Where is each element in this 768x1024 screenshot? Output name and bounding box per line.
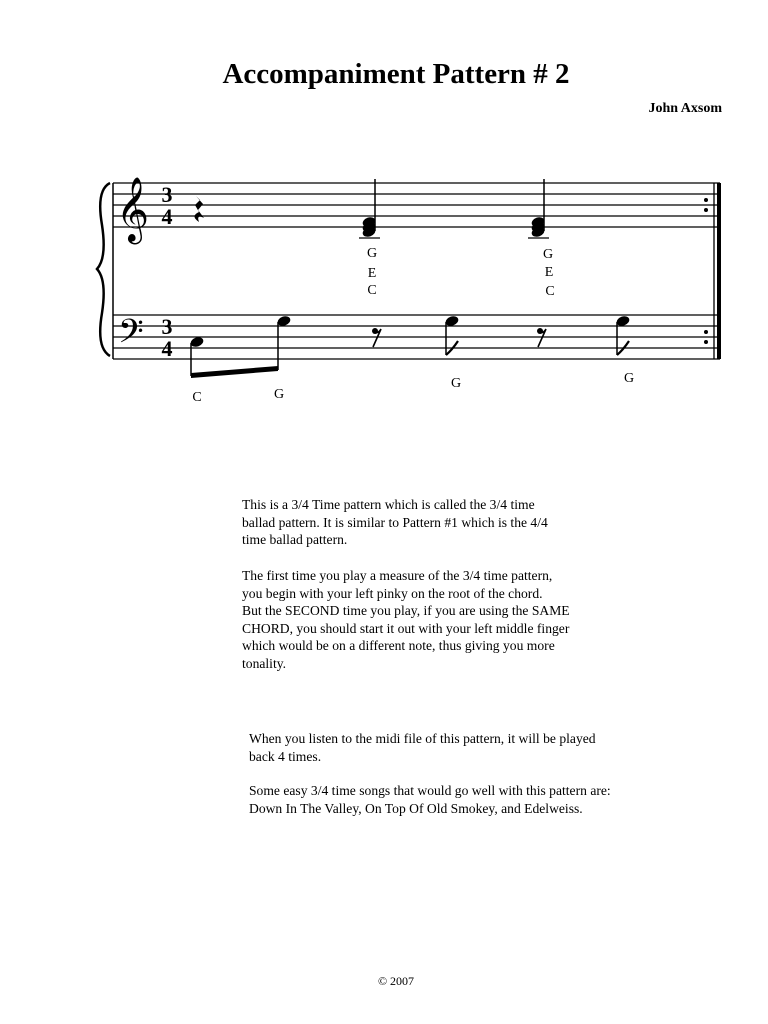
chord-1-middle-label: E <box>367 266 377 281</box>
treble-time-top: 3 <box>161 182 173 207</box>
treble-chord-1 <box>359 179 380 238</box>
bass-note-label-2: G <box>273 387 285 402</box>
grand-staff-brace <box>97 183 110 356</box>
paragraph-intro: This is a 3/4 Time pattern which is called the 3/4 time ballad pattern. It is similar to Pattern #1 which is the 4/4 time ballad pattern. <box>242 497 548 547</box>
bass-beamed-eighths <box>189 315 291 378</box>
paragraph-songs: Some easy 3/4 time songs that would go well with this pattern are: Down In The Valley, On Top Of Old Smokey, and Edelweiss. <box>249 783 611 816</box>
chord-2-top-label: G <box>542 247 554 262</box>
bass-time-bottom: 4 <box>161 336 173 361</box>
chord-2-middle-label: E <box>544 265 554 280</box>
chord-1-top-label: G <box>366 246 378 261</box>
page-title: Accompaniment Pattern # 2 <box>222 58 570 90</box>
bass-time-top: 3 <box>161 314 173 339</box>
bass-note-label-1: C <box>192 390 202 405</box>
composer-name: John Axsom <box>648 101 722 116</box>
chord-1-bottom-label: C <box>367 283 377 298</box>
bass-note-label-3: G <box>450 376 462 391</box>
bass-eighth-note-2 <box>615 315 630 355</box>
bass-clef-icon: 𝄢 <box>118 313 144 359</box>
bass-note-label-4: G <box>623 371 635 386</box>
bass-eighth-note-1 <box>444 315 459 355</box>
treble-time-bottom: 4 <box>161 204 173 229</box>
end-repeat-barline <box>704 183 721 359</box>
paragraph-instructions: The first time you play a measure of the 3/4 time pattern, you begin with your left pinky on the root of the chord. But the SECOND time you play, if you are using the SAME CHORD, you should start it out with your left middle finger which would be on a different note, thus giving you more tonality. <box>242 568 570 671</box>
chord-2-bottom-label: C <box>545 284 555 299</box>
treble-staff <box>113 183 720 227</box>
treble-clef-icon: 𝄞 <box>116 177 150 242</box>
treble-chord-2 <box>528 179 549 238</box>
music-score <box>0 0 768 440</box>
bass-staff <box>113 315 720 359</box>
quarter-rest-icon <box>195 196 205 222</box>
copyright-footer: © 2007 <box>377 974 415 988</box>
paragraph-midi: When you listen to the midi file of this pattern, it will be played back 4 times. <box>249 731 596 764</box>
